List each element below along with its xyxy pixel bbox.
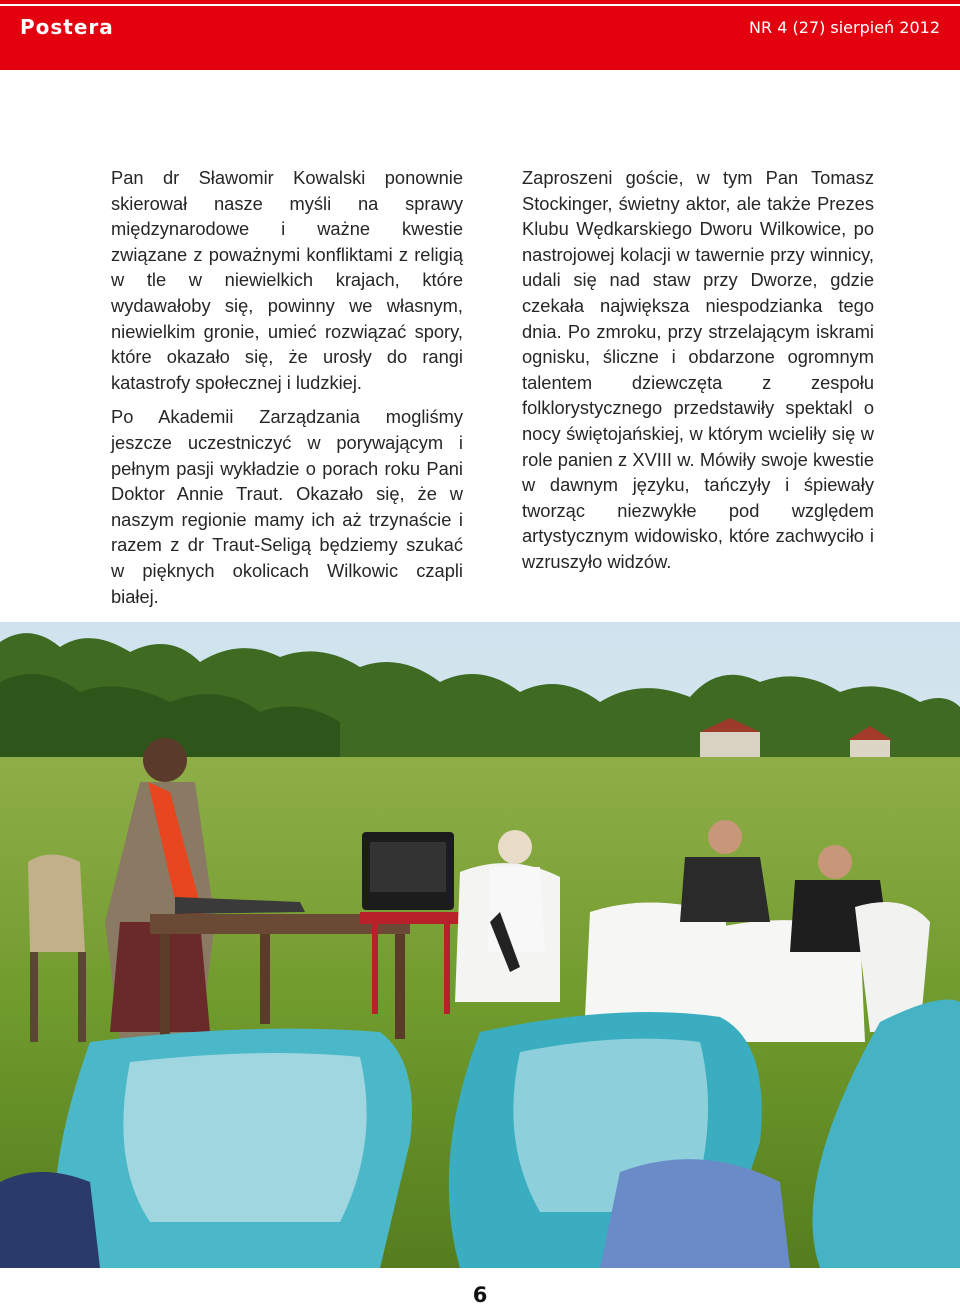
article-left-column <box>111 165 463 609</box>
header-divider <box>0 4 960 6</box>
issue-info: NR 4 (27) sierpień 2012 <box>749 18 940 37</box>
event-photo <box>0 622 960 1268</box>
page-header <box>0 0 960 70</box>
article-right-column <box>522 165 874 575</box>
publication-title: Postera <box>20 15 114 39</box>
paragraph: Pan dr Sławomir Kowalski ponownie skierował nasze myśli na sprawy międzynarodowe i ważne kwestie związane z poważnymi konfliktami z religią w tle w niewielkich krajach, które wydawałoby się, powinny we własnym, niewielkim gronie, umieć rozwiązać spory, które okazało się, że urosły do rangi katastrofy społecznej i ludzkiej. <box>111 167 463 393</box>
page-number: 6 <box>472 1283 488 1307</box>
paragraph: Zaproszeni goście, w tym Pan Tomasz Stockinger, świetny aktor, ale także Prezes Klubu Wędkarskiego Dworu Wilkowice, po nastrojowej kolacji w tawernie przy winnicy, udali się nad staw przy Dworze, gdzie czekała największa niespodzianka tego dnia. Po zmroku, przy strzelającym iskrami ognisku, śliczne i obdarzone ogromnym talentem dziewczęta z zespołu folklorystycznego przedstawiły spektakl o nocy świętojańskiej, w którym wcieliły się w role panien z XVIII w. Mówiły swoje kwestie w dawnym języku, tańczyły i śpiewały tworząc niezwykłe pod względem artystycznym widowisko, które zachwyciło i wzruszyło widzów. <box>522 167 874 572</box>
paragraph: Po Akademii Zarządzania mogliśmy jeszcze uczestniczyć w porywającym i pełnym pasji wykładzie o porach roku Pani Doktor Annie Traut. Okazało się, że w naszym regionie mamy ich aż trzynaście i razem z dr Traut-Seligą będziemy szukać w pięknych okolicach Wilkowic czapli białej. <box>111 406 463 607</box>
